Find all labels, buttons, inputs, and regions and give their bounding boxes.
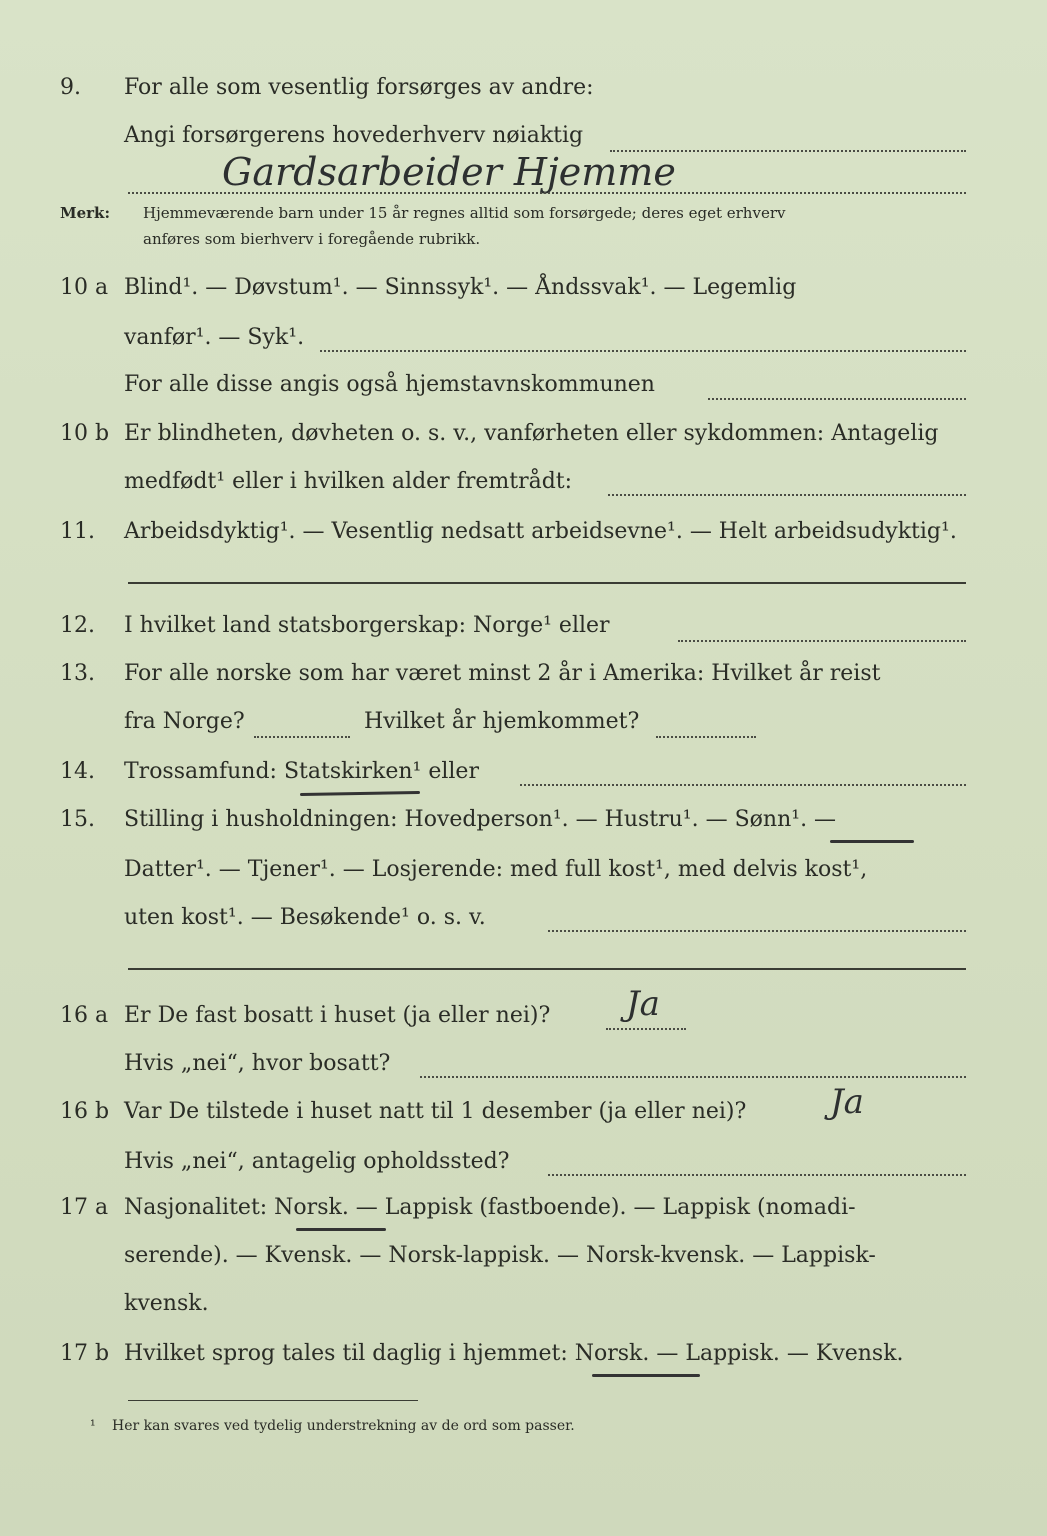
q9-number: 9. xyxy=(60,75,81,100)
q13-line2a: fra Norge? xyxy=(124,709,245,734)
q9-answer-line xyxy=(128,192,966,194)
q16a-number: 16 a xyxy=(60,1003,109,1028)
q17a-line1: Nasjonalitet: Norsk. — Lappisk (fastboende). — Lappisk (nomadi- xyxy=(124,1195,856,1220)
q16a-handwritten-answer: Ja xyxy=(626,984,660,1024)
footnote-text: Her kan svares ved tydelig understrekning av de ord som passer. xyxy=(112,1418,575,1434)
q16a-dotted-line2 xyxy=(420,1076,966,1078)
q13-line2b: Hvilket år hjemkommet? xyxy=(364,709,640,734)
q10b-dotted-line xyxy=(608,494,966,496)
q11-line1: Arbeidsdyktig¹. — Vesentlig nedsatt arbeidsevne¹. — Helt arbeidsudyktig¹. xyxy=(124,519,957,544)
q11-separator xyxy=(128,582,966,584)
q16b-line1: Var De tilstede i huset natt til 1 desember (ja eller nei)? xyxy=(124,1099,747,1124)
q13-number: 13. xyxy=(60,661,95,686)
q15-line2: Datter¹. — Tjener¹. — Losjerende: med full kost¹, med delvis kost¹, xyxy=(124,857,868,882)
q15-number: 15. xyxy=(60,807,95,832)
q13-line1: For alle norske som har været minst 2 år i Amerika: Hvilket år reist xyxy=(124,661,881,686)
q10b-line2: medfødt¹ eller i hvilken alder fremtrådt: xyxy=(124,469,573,494)
q17a-line2: serende). — Kvensk. — Norsk-lappisk. — Norsk-kvensk. — Lappisk- xyxy=(124,1243,876,1268)
q16a-line1: Er De fast bosatt i huset (ja eller nei)? xyxy=(124,1003,551,1028)
q14-number: 14. xyxy=(60,759,95,784)
q9-line1: For alle som vesentlig forsørges av andre: xyxy=(124,75,594,100)
q16b-handwritten-answer: Ja xyxy=(830,1082,864,1122)
q10a-number: 10 a xyxy=(60,275,109,300)
q9-line2: Angi forsørgerens hovederhverv nøiaktig xyxy=(124,123,584,148)
footnote-rule xyxy=(128,1400,418,1401)
q17a-pen-underline xyxy=(296,1228,386,1231)
q12-line1: I hvilket land statsborgerskap: Norge¹ eller xyxy=(124,613,610,638)
q15-line3: uten kost¹. — Besøkende¹ o. s. v. xyxy=(124,905,486,930)
q12-dotted-line xyxy=(678,640,966,642)
q15-line1: Stilling i husholdningen: Hovedperson¹. — Hustru¹. — Sønn¹. — xyxy=(124,807,837,832)
q17b-line1: Hvilket sprog tales til daglig i hjemmet: Norsk. — Lappisk. — Kvensk. xyxy=(124,1341,904,1366)
q10b-line1: Er blindheten, døvheten o. s. v., vanførheten eller sykdommen: Antagelig xyxy=(124,421,939,446)
q14-line1: Trossamfund: Statskirken¹ eller xyxy=(124,759,479,784)
q15-dotted-line xyxy=(548,930,966,932)
q12-number: 12. xyxy=(60,613,95,638)
q17a-number: 17 a xyxy=(60,1195,109,1220)
q10a-line3: For alle disse angis også hjemstavnskommunen xyxy=(124,372,655,397)
q16b-number: 16 b xyxy=(60,1099,110,1124)
merk-line2: anføres som bierhverv i foregående rubrikk. xyxy=(143,230,481,248)
q16a-dotted-line1 xyxy=(606,1028,686,1030)
q15-separator xyxy=(128,968,966,970)
q16b-line2: Hvis „nei“, antagelig opholdssted? xyxy=(124,1149,510,1174)
q15-pen-underline xyxy=(830,840,914,843)
q10b-number: 10 b xyxy=(60,421,110,446)
footnote-mark: ¹ xyxy=(90,1418,96,1434)
q13-dotted-line2 xyxy=(656,736,756,738)
q10a-dotted-line2 xyxy=(708,398,966,400)
q9-handwritten-answer: Gardsarbeider Hjemme xyxy=(222,150,676,194)
q14-dotted-line xyxy=(520,784,966,786)
q17b-pen-underline xyxy=(592,1374,700,1377)
q10a-line1: Blind¹. — Døvstum¹. — Sinnssyk¹. — Åndssvak¹. — Legemlig xyxy=(124,275,797,300)
q16b-dotted-line xyxy=(548,1174,966,1176)
merk-line1: Hjemmeværende barn under 15 år regnes alltid som forsørgede; deres eget erhverv xyxy=(143,204,786,222)
merk-label: Merk: xyxy=(60,204,110,222)
q10a-dotted-line1 xyxy=(320,350,966,352)
q16a-line2: Hvis „nei“, hvor bosatt? xyxy=(124,1051,391,1076)
q13-dotted-line1 xyxy=(254,736,350,738)
q17b-number: 17 b xyxy=(60,1341,110,1366)
q10a-line2: vanfør¹. — Syk¹. xyxy=(124,325,305,350)
q11-number: 11. xyxy=(60,519,95,544)
q17a-line3: kvensk. xyxy=(124,1291,209,1316)
